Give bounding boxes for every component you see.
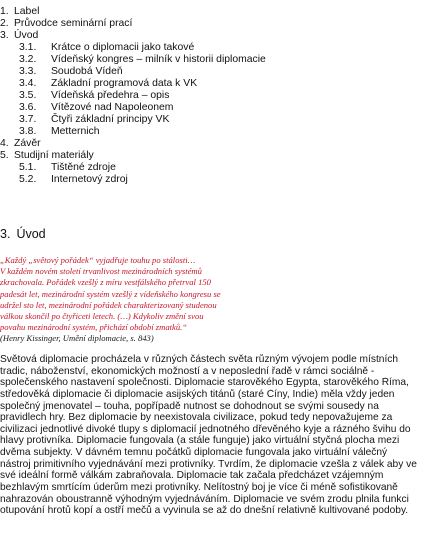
quote-line: udržel sto let, mezinárodní pořádek charakterizovaný studenou <box>0 299 217 310</box>
quote-source: (Henry Kissinger, Umění diplomacie, s. 843) <box>0 333 154 344</box>
toc-item-label: Soudobá Vídeň <box>51 66 123 77</box>
toc-item-label: Metternich <box>51 126 100 137</box>
toc-item[interactable] <box>0 90 433 102</box>
body-line: pravidlech hry. Bez diplomacie by neexistovala civilizace, pokud tedy nepovažujeme za <box>0 412 393 424</box>
body-line: nahrazován oboustranně výhodným vyjednáváním. Diplomacie ve svém zrodu plnila funkci <box>0 493 409 505</box>
section-title: Úvod <box>16 227 46 241</box>
body-paragraph <box>0 354 433 517</box>
body-line: středověká diplomacie či diplomacie asijských titánů (staré Číny, Indie) měla vždy jeden <box>0 388 395 400</box>
toc-item[interactable] <box>0 42 433 54</box>
toc-item[interactable] <box>0 78 433 90</box>
toc-item-number: 3.7. <box>19 114 37 125</box>
toc-item[interactable] <box>0 30 433 42</box>
toc-item-number: 4. <box>0 138 9 149</box>
body-line: bezhlavým smrtícím úderům mezi protivníky. Nelítostný boj je více či méně sofistikovaně <box>0 482 398 494</box>
toc-item-number: 3.2. <box>19 54 37 65</box>
quote-line: „Každý „světový pořádek“ vyjadřuje touhu po stálosti… <box>0 255 196 265</box>
body-line: nástroj primitivního vyjednávání mezi protivníky. Tvrdím, že diplomacie vzešla z válek aby ve <box>0 458 417 470</box>
toc-item-label: Vídeňská předehra – opis <box>51 90 170 101</box>
toc-item-number: 3.8. <box>19 126 37 137</box>
section-number: 3. <box>0 227 11 241</box>
body-line: dvěma subjekty. V dávném temnu počátků diplomacie fungovala jako virtuální válečný <box>0 447 388 459</box>
toc-item-label: Základní programová data k VK <box>51 78 198 89</box>
body-line: své ideální formě válkám zabraňovala. Diplomacie tak začala předcházet vzájemným <box>0 470 384 482</box>
toc-item-number: 3.6. <box>19 102 37 113</box>
body-line: tradic, náboženství, ekonomických možností a v neposlední řadě v rámci sociálně - <box>0 365 375 377</box>
toc-item[interactable] <box>0 138 433 150</box>
quote-line: V každém novém století trvanlivost mezinárodních systémů <box>0 266 202 277</box>
body-line: otupování hrotů kopí a ostří mečů a vyvinula se až do dnešní relativně kultivované podoby. <box>0 505 409 517</box>
toc-item-number: 2. <box>0 18 9 29</box>
toc-item-label: Vídeňský kongres – milník v historii diplomacie <box>51 54 266 65</box>
quote-line: povahu mezinárodní systém, přichází období zmatků.“ <box>0 322 188 333</box>
toc-item-label: Studijní materiály <box>14 150 94 161</box>
toc-item[interactable] <box>0 18 433 30</box>
toc-item-label: Úvod <box>14 30 39 41</box>
toc-item-number: 3.1. <box>19 42 37 53</box>
toc-item[interactable] <box>0 114 433 126</box>
toc-item-label: Čtyři základní principy VK <box>51 114 170 125</box>
quote-line: válkou skončil po čtyřiceti letech. (…) Kdykoliv změní svou <box>0 310 204 321</box>
toc-item-number: 5.1. <box>19 162 37 173</box>
toc-item-label: Průvodce seminární prací <box>14 18 133 29</box>
toc-item[interactable] <box>0 66 433 78</box>
body-line: Světová diplomacie procházela v různých částech světa různým vývojem podle místních <box>0 354 399 365</box>
toc-item[interactable] <box>0 150 433 162</box>
toc-item-label: Tištěné zdroje <box>51 162 116 173</box>
toc-item[interactable] <box>0 126 433 138</box>
body-line: společný jmenovatel – touha, popřípadě nutnost se dohodnout se svými sousedy na <box>0 400 379 412</box>
toc-item-number: 5. <box>0 150 9 161</box>
toc-item-number: 3.3. <box>19 66 37 77</box>
toc-item-number: 1. <box>0 6 9 17</box>
toc-item-number: 5.2. <box>19 174 37 185</box>
body-line: hlavy protivníka. Diplomacie fungovala (a stále funguje) jako virtuální styčná plocha mezi <box>0 435 400 447</box>
body-line: civilizaci jednotlivé divoké tlupy s diplomacií jednotného dřevěného kyje a rázného švihu do <box>0 423 411 435</box>
section-heading <box>0 227 52 242</box>
toc-item[interactable] <box>0 54 433 66</box>
body-line: společenského nastavení společnosti. Diplomacie starověkého Egypta, starověkého Říma, <box>0 377 409 389</box>
toc-item-number: 3.4. <box>19 78 37 89</box>
toc-item[interactable] <box>0 162 433 174</box>
toc-item[interactable] <box>0 6 433 18</box>
toc-item[interactable] <box>0 174 433 186</box>
table-of-contents <box>0 6 433 186</box>
toc-item-label: Label <box>14 6 40 17</box>
toc-item-number: 3. <box>0 30 9 41</box>
quote-line: zkrachovala. Pořádek vzešlý z míru vestfálského přetrval 150 <box>0 277 211 288</box>
toc-item-label: Závěr <box>14 138 41 149</box>
toc-item-number: 3.5. <box>19 90 37 101</box>
toc-item[interactable] <box>0 102 433 114</box>
toc-item-label: Vítězové nad Napoleonem <box>51 102 174 113</box>
quote-line: padesát let, mezinárodní systém vzešlý z vídeňského kongresu se <box>0 288 221 299</box>
kissinger-quote <box>0 255 433 345</box>
toc-item-label: Internetový zdroj <box>51 174 128 185</box>
toc-item-label: Krátce o diplomacii jako takové <box>51 42 195 53</box>
